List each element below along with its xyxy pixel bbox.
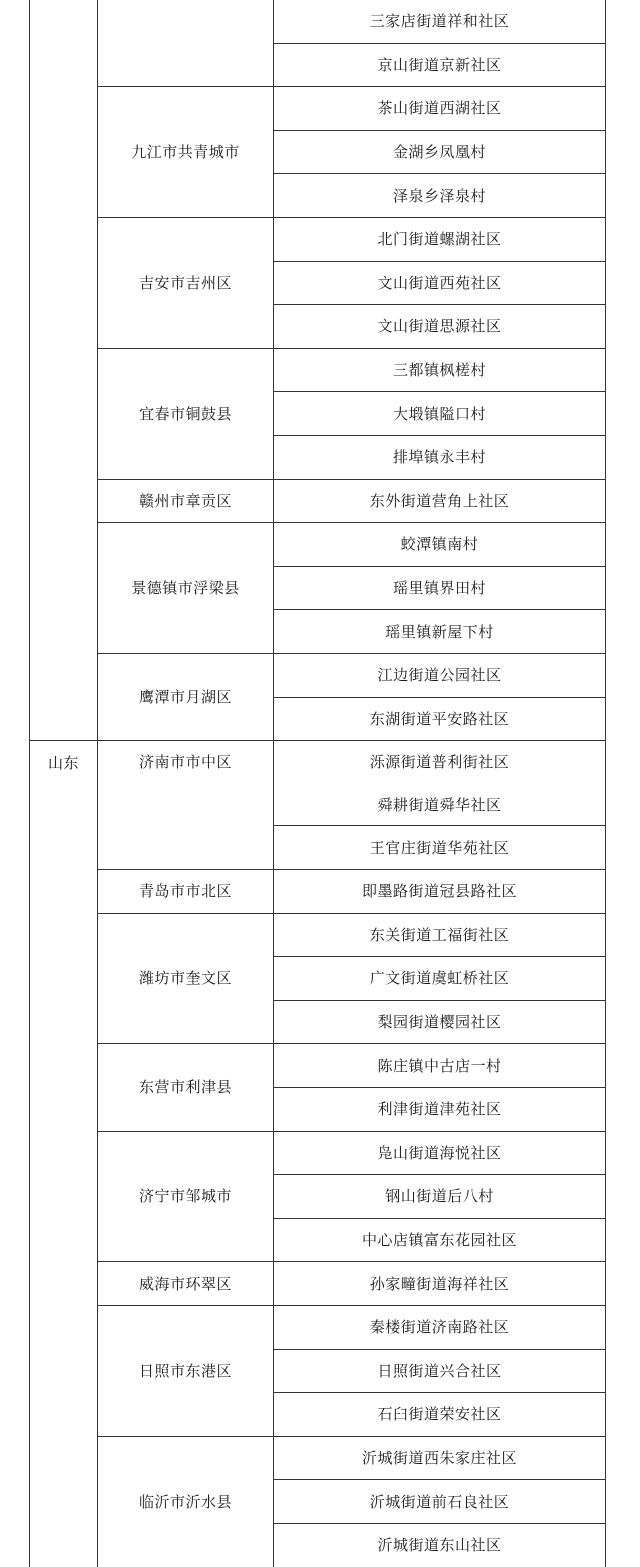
community-cell: 秦楼街道济南路社区 [369,1318,510,1337]
community-cell: 瑶里镇新屋下村 [385,622,494,641]
community-cell: 王官庄街道华苑社区 [369,838,510,857]
province-cell: 山东 [47,754,79,773]
community-cell: 茶山街道西湖社区 [377,99,502,118]
community-cell: 孙家疃街道海祥社区 [369,1274,510,1293]
community-cell: 舜耕街道舜华社区 [377,796,502,815]
city-cell: 赣州市章贡区 [138,491,232,510]
community-cell: 沂城街道前石良社区 [369,1492,510,1511]
community-cell: 中心店镇富东花园社区 [361,1231,517,1250]
city-cell: 临沂市沂水县 [138,1492,232,1511]
community-cell: 东湖街道平安路社区 [369,709,510,728]
community-cell: 日照街道兴合社区 [377,1361,502,1380]
city-cell: 鹰潭市月湖区 [138,688,232,707]
city-cell: 日照市东港区 [138,1361,232,1380]
community-cell: 蛟潭镇南村 [400,535,479,554]
table-left-border [29,0,30,1567]
city-cell: 济宁市邹城市 [138,1187,232,1206]
city-cell: 景德镇市浮梁县 [131,579,240,598]
city-cell: 吉安市吉州区 [138,273,232,292]
city-cell: 济南市市中区 [138,753,232,772]
community-cell: 排埠镇永丰村 [392,448,486,467]
community-cell: 北门街道螺湖社区 [377,230,502,249]
community-cell: 即墨路街道冠县路社区 [361,882,517,901]
city-cell: 九江市共青城市 [131,143,240,162]
community-cell: 瑶里镇界田村 [392,579,486,598]
community-cell: 广文街道虞虹桥社区 [369,969,510,988]
community-cell: 金湖乡凤凰村 [392,143,486,162]
community-cell: 三都镇枫槎村 [392,361,486,380]
community-cell: 凫山街道海悦社区 [377,1143,502,1162]
city-cell: 青岛市市北区 [138,882,232,901]
community-cell: 沂城街道东山社区 [377,1536,502,1555]
community-cell: 陈庄镇中古店一村 [377,1056,502,1075]
community-cell: 东关街道工福街社区 [369,925,510,944]
community-cell: 东外街道营角上社区 [369,491,510,510]
table-right-border [605,0,606,1567]
community-cell: 沂城街道西朱家庄社区 [361,1449,517,1468]
community-cell: 泺源街道普利街社区 [369,753,510,772]
city-cell: 威海市环翠区 [138,1274,232,1293]
community-cell: 大塅镇隘口村 [392,404,486,423]
community-cell: 京山街道京新社区 [377,55,502,74]
community-cell: 梨园街道樱园社区 [377,1013,502,1032]
community-cell: 文山街道西苑社区 [377,273,502,292]
community-cell: 石臼街道荣安社区 [377,1405,502,1424]
community-cell: 三家店街道祥和社区 [369,12,510,31]
community-cell: 江边街道公园社区 [377,666,502,685]
community-cell: 利津街道津苑社区 [377,1100,502,1119]
community-cell: 钢山街道后八村 [385,1187,494,1206]
city-cell: 潍坊市奎文区 [138,969,232,988]
community-cell: 文山街道思源社区 [377,317,502,336]
city-cell: 东营市利津县 [138,1078,232,1097]
community-cell: 泽泉乡泽泉村 [392,186,486,205]
city-cell: 宜春市铜鼓县 [138,404,232,423]
